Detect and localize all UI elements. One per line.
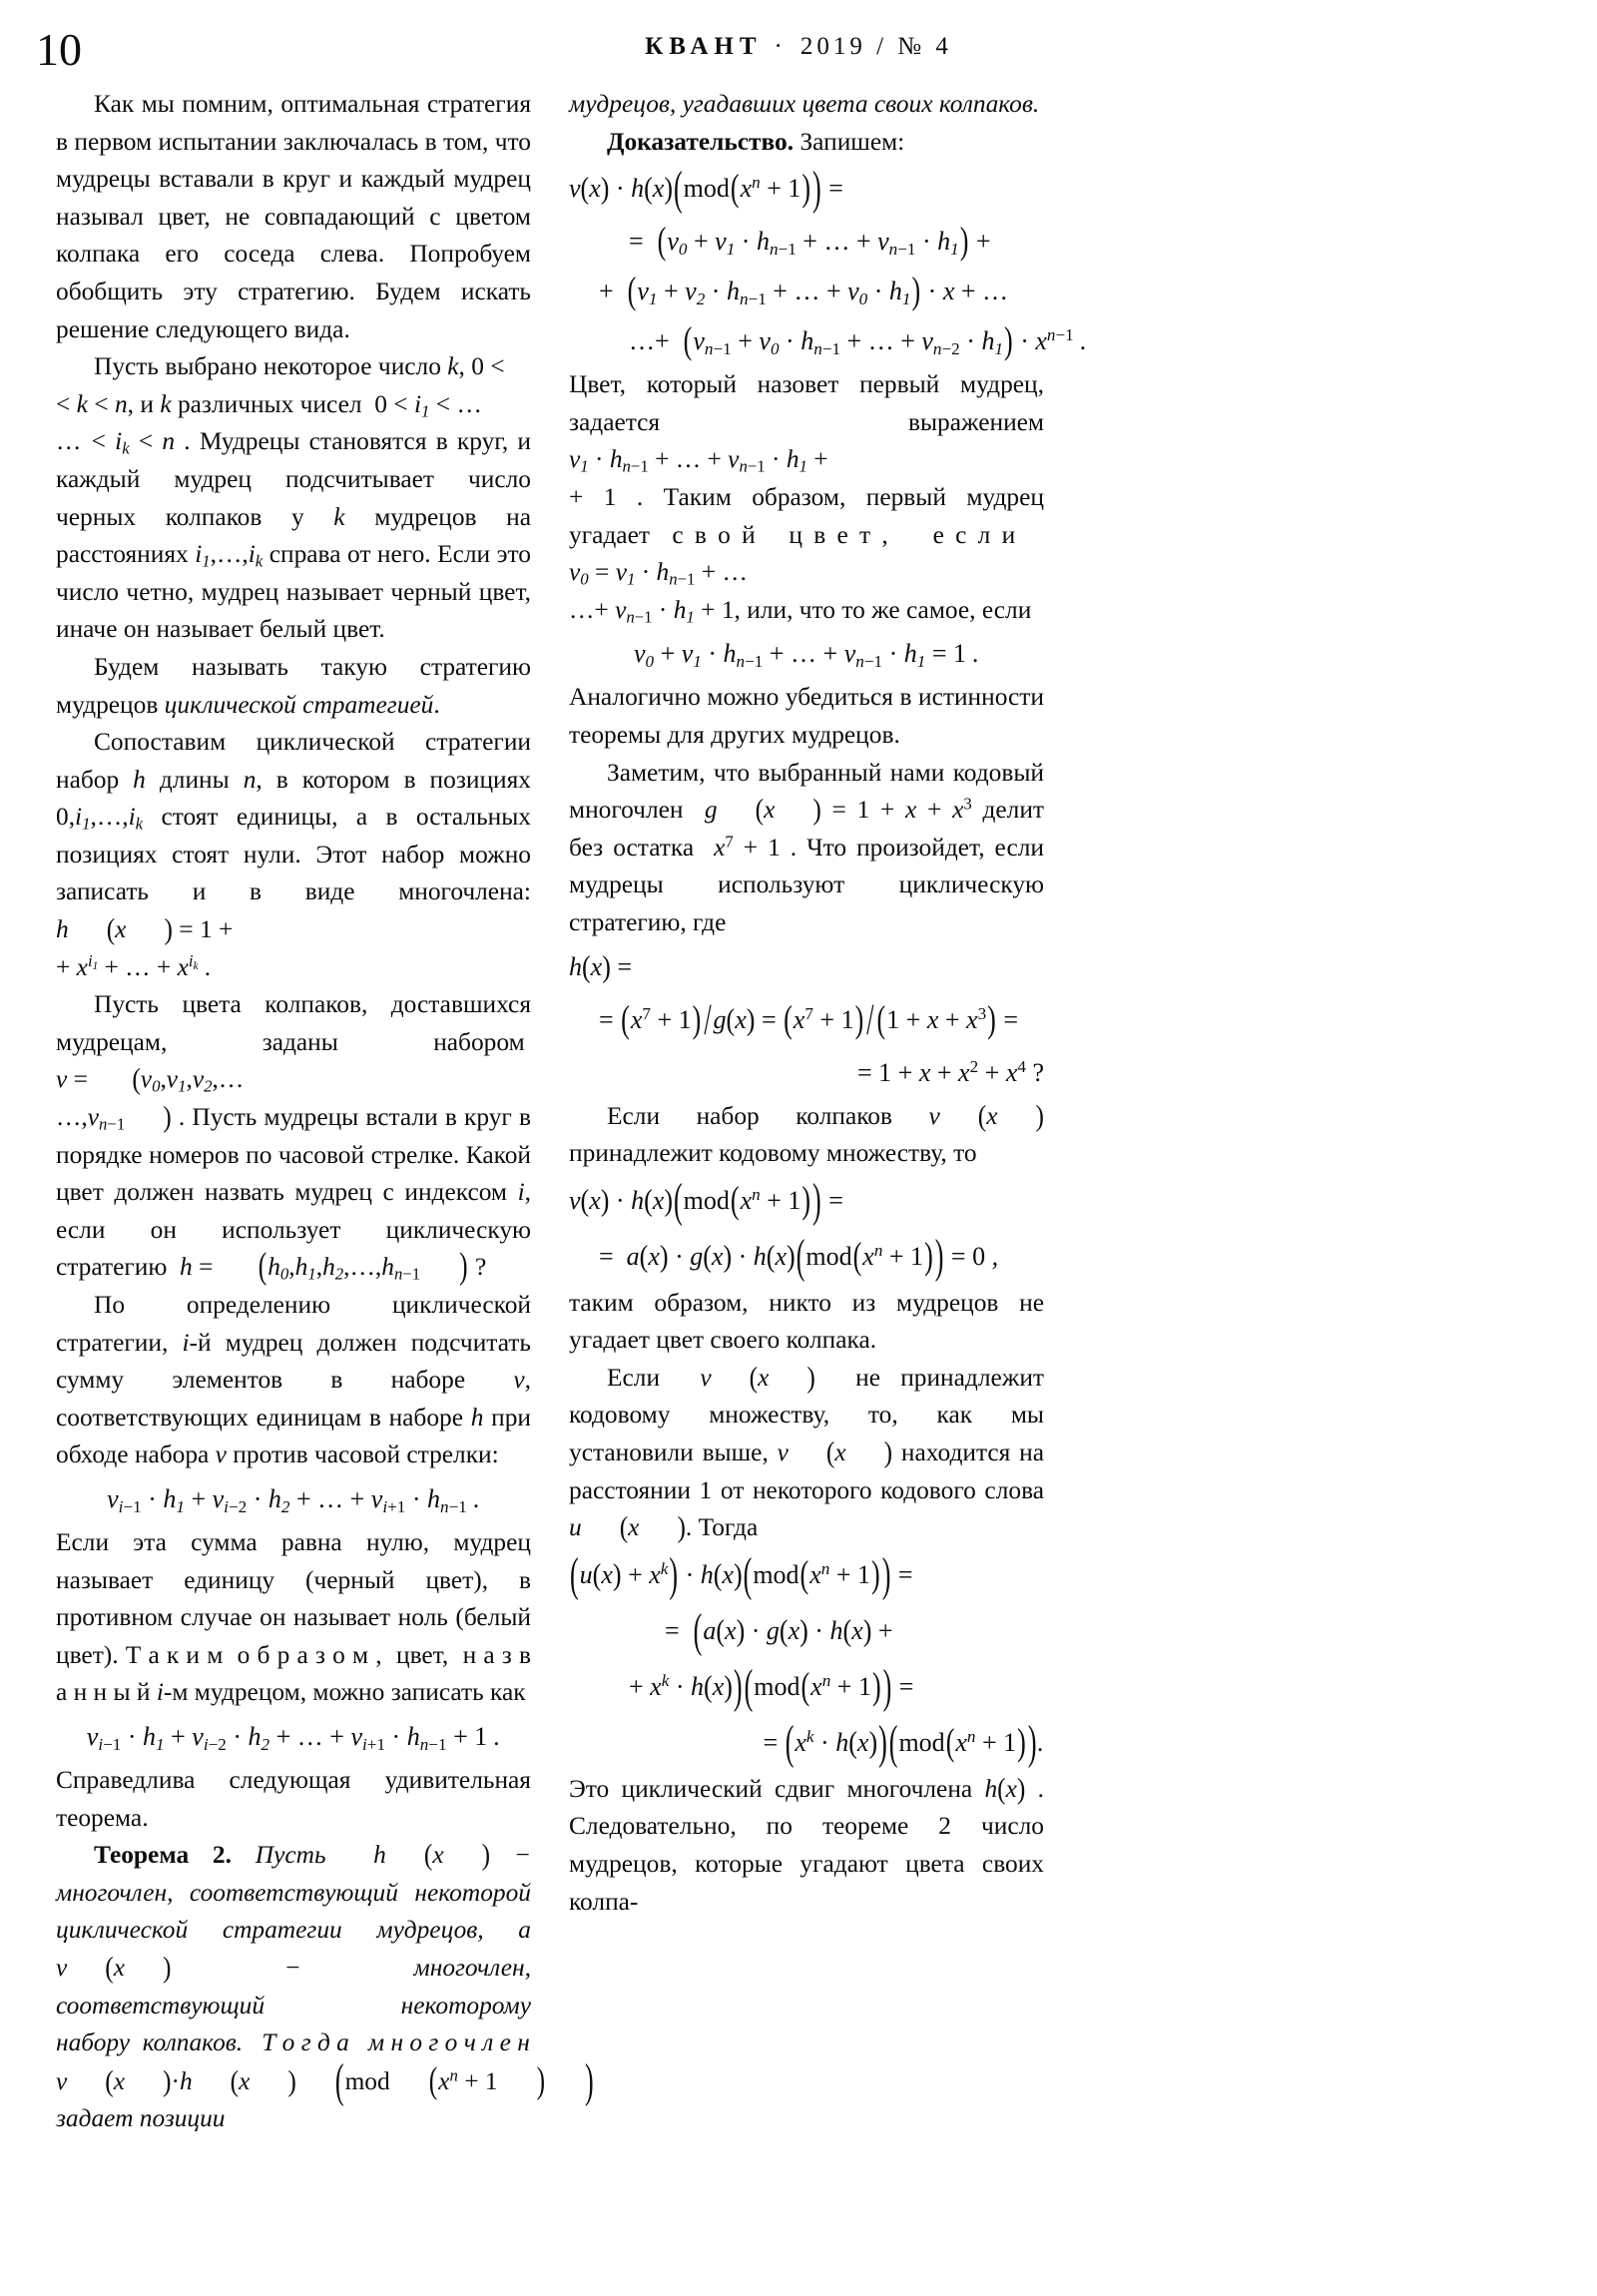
running-head <box>0 22 1597 82</box>
paragraph-if-not-belongs: Если v (x ) не принадлежит кодовому множеству, то, как мы установили выше, v (x ) находится на расстоянии 1 от некоторого кодового слова u (x ). Тогда <box>569 1361 1045 1544</box>
paragraph-code-polynomial: Заметим, что выбранный нами кодовый многочлен g (x ) = $1 + x + x^3$ делит без остатка $x^7 + 1$ . Что произойдет, если мудрецы используют циклическую стратегию, где <box>569 758 1045 936</box>
paragraph-thus-nobody: таким образом, никто из мудрецов не угадает цвет своего колпака. <box>569 1288 1044 1355</box>
equation-right-14: = $(x^k \cdot h(x))(mod(x^n + 1))$. <box>763 1715 1044 1769</box>
paragraph-conclusion: Это циклический сдвиг многочлена h(x) . Следовательно, по теореме 2 число мудрецов, которые угадают цвета своих колпа- <box>569 1772 1044 1916</box>
proof-intro: Запишем: <box>799 127 905 156</box>
paragraph-similarly: Аналогично можно убедиться в истинности теоремы для других мудрецов. <box>569 683 1044 749</box>
equation-right-1: $v(x) \cdot h(x)(mod(x^n + 1))$ = <box>569 161 843 216</box>
equation-right-6: h(x) = <box>569 948 633 984</box>
equation-right-7: = $(x^7 + 1) /g(x) = (x^7 + 1) / (1 + x + x^3)$ = <box>599 994 1019 1044</box>
paragraph-set-h: Сопоставим циклической стратегии набор h длины n, в котором в позициях $0,i_1,\dots,i_k$ стоят единицы, а в остальных позициях стоят нули. Этот набор можно записать и в виде многочлена: h (x ) = 1 + + $x^{i_1}$ + … + $x^{i_k}$ . <box>56 728 531 981</box>
equation-right-12: = (a(x) · g(x) · h(x) + <box>665 1603 893 1657</box>
theorem-2: Теорема 2. Пусть h (x ) − многочлен, соответствующий некоторой циклической стратегии мудрецов, а v (x ) − многочлен, соответствующий некоторому набору колпаков. Т о г д а м н о г о ч л е н v (x )·h (x ) (mod ($x^n + 1$ ) ) задает позиции <box>56 1838 594 2133</box>
equation-right-3: + ($v_1 + v_2 \cdot h_{n-1}$ + … + $v_0 \cdot h_1) \cdot x$ + … <box>599 270 1009 312</box>
equation-right-9: $v(x) \cdot h(x)(mod(x^n + 1))$ = <box>569 1172 843 1227</box>
right-column <box>569 86 1087 1921</box>
paragraph-if-belongs: Если набор колпаков v (x ) принадлежит кодовому множеству, то <box>569 1098 1044 1168</box>
issue-label: 2019 / № 4 <box>799 33 952 60</box>
paragraph-cyclic-def: Будем называть такую стратегию мудрецов циклической стратегией. <box>56 652 531 719</box>
journal-header <box>0 30 1597 64</box>
equation-right-13: + $x^k \cdot h(x))(mod(x^n + 1))$ = <box>629 1659 914 1713</box>
equation-left-1: $v_{i-1} \cdot h_1 + v_{i-2} \cdot h_2$ + … + $v_{i+1} \cdot h_{n-1}$ . <box>107 1483 480 1516</box>
equation-right-5: $v_0 + v_1 \cdot h_{n-1}$ + … + $v_{n-1} \cdot h_1 = 1$ . <box>633 639 980 672</box>
left-column <box>56 86 594 2138</box>
theorem-continuation: мудрецов, угадавших цвета своих колпаков. <box>569 90 1040 118</box>
paragraph-intro: Как мы помним, оптимальная стратегия в первом испытании заключалась в том, что мудрецы вставали в круг и каждый мудрец называл цвет, не совпадающий с цветом колпака его соседа слева. Попробуем обобщить эту стратегию. Будем искать решение следующего вида. <box>56 90 531 343</box>
paragraph-let-k: Пусть выбрано некоторое число k, 0 < <box>94 352 505 381</box>
theorem-label: Теорема 2. <box>94 1841 232 1870</box>
header-separator: · <box>774 33 789 60</box>
journal-title: КВАНТ <box>645 33 763 60</box>
equation-right-10: = $a(x) \cdot g(x) \cdot h(x)(mod(x^n + 1)) = 0$ , <box>599 1228 999 1283</box>
equation-right-11: $(u(x) + x^k) \cdot h(x)(mod(x^n + 1))$ = <box>570 1547 913 1601</box>
page-number: 10 <box>36 24 82 75</box>
equation-right-2: = ($v_0 + v_1 \cdot h_{n-1}$ + … + $v_{n-1} \cdot h_1$) + <box>629 220 991 263</box>
equation-right-4: …+ ($v_{n-1} + v_0 \cdot h_{n-1}$ + … + $v_{n-2} \cdot h_1) \cdot x^{n-1}$ . <box>629 319 1087 362</box>
paragraph-by-definition: По определению циклической стратегии, i-й мудрец должен подсчитать сумму элементов в наборе v, соответствующих единицам в наборе h при обходе набора v против часовой стрелки: <box>56 1291 531 1469</box>
equation-left-2: $v_{i-1} \cdot h_1 + v_{i-2} \cdot h_2$ + … + $v_{i+1} \cdot h_{n-1} + 1$ . <box>86 1721 501 1754</box>
paragraph-hat-colors: Пусть цвета колпаков, доставшихся мудрецам, заданы набором $v = (v_0,v_1,v_2,\dots$ $\dots,v_{n-1}$ ) . Пусть мудрецы встали в круг в порядке номеров по часовой стрелке. Какой цвет должен назвать мудрец с индексом i, если он использует циклическую стратегию $h = (h_0,h_1,h_2,\dots,h_{n-1}$ ) ? <box>56 990 531 1288</box>
equation-right-8: = $1 + x + x^2 + x^4$ ? <box>856 1056 1044 1087</box>
paragraph-if-sum-zero: Если эта сумма равна нулю, мудрец называет единицу (черный цвет), в противном случае он называет ноль (белый цвет). Т а к и м о б р а з о м , цвет, н а з в а н н ы й i-м мудрецом, можно записать как <box>56 1527 531 1707</box>
paragraph-first-sage-color: Цвет, который назовет первый мудрец, задается выражением $v_1 \cdot h_{n-1}$ + … + $v_{n-1} \cdot h_1$ + + 1 . Таким образом, первый мудрец угадает с в о й ц в е т , е с л и $v_0 = v_1 \cdot h_{n-1}$ + … …+ $v_{n-1} \cdot h_1 + 1$, или, что то же самое, если <box>569 370 1044 627</box>
paragraph-let-k-cont: < k < n, и k различных чисел $0 < i_1$ < … … < $i_k < n$ . Мудрецы становятся в круг, и каждый мудрец подсчитывает число черных колпаков у k мудрецов на расстояниях $i_1,\dots,i_k$ справа от него. Если это число четно, мудрец называет черный цвет, иначе он называет белый цвет. <box>56 389 531 644</box>
proof-label: Доказательство. <box>607 127 795 156</box>
paragraph-theorem-lead: Справедлива следующая удивительная теорема. <box>56 1765 531 1832</box>
